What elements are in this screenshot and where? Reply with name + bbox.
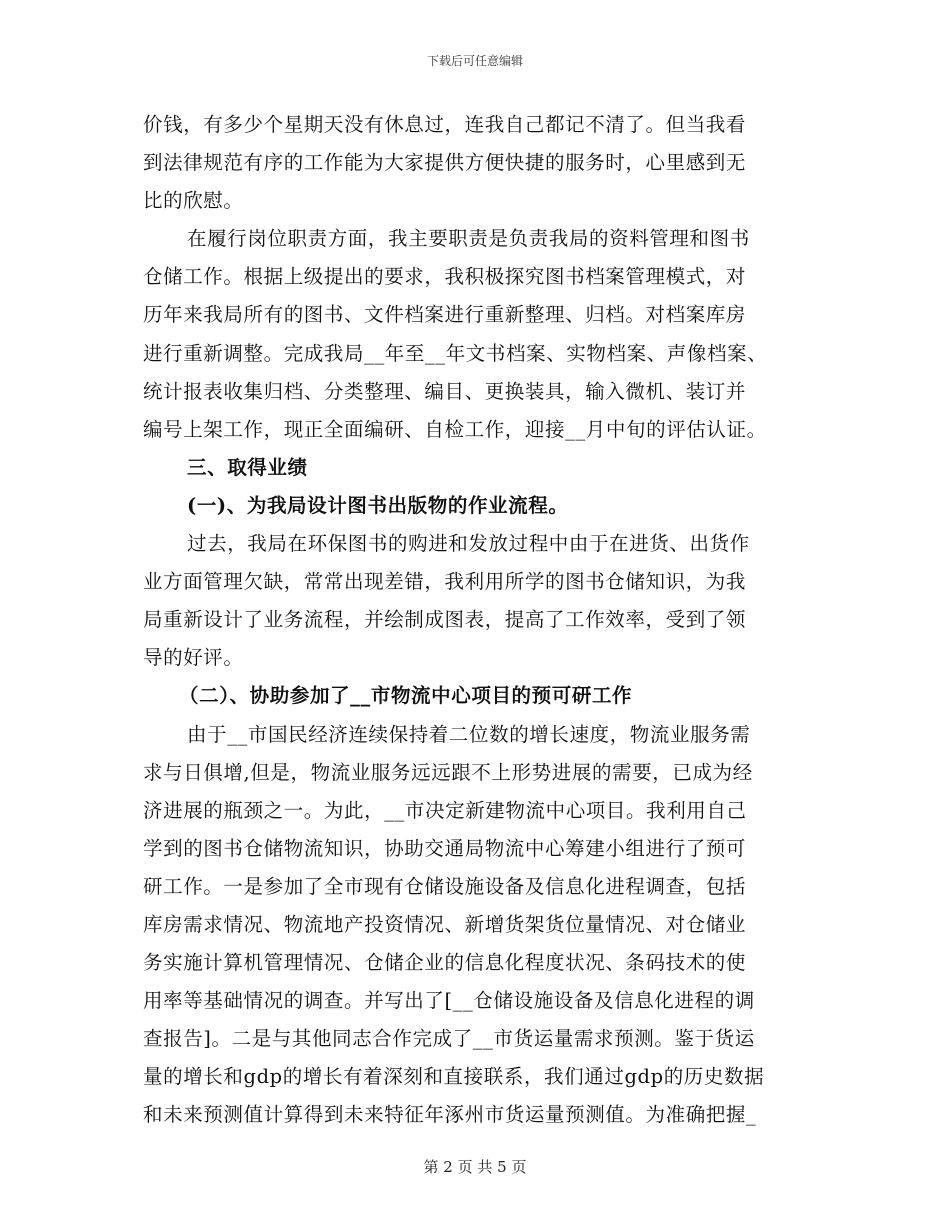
page-number: 第 2 页 共 5 页 (423, 1158, 527, 1176)
subsection-heading: （二）、协助参加了__市物流中心项目的预可研工作 (179, 684, 633, 708)
body-line: 过去，我局在环保图书的购进和发放过程中由于在进货、出货作 (187, 532, 750, 556)
body-line: 业方面管理欠缺，常常出现差错，我利用所学的图书仓储知识，为我 (143, 570, 747, 594)
body-line: 务实施计算机管理情况、仓储企业的信息化程度状况、条码技术的使 (143, 951, 747, 975)
body-line: 历年来我局所有的图书、文件档案进行重新整理、归档。对档案库房 (143, 303, 747, 327)
body-line: 仓储工作。根据上级提出的要求，我积极探究图书档案管理模式，对 (143, 265, 747, 289)
body-line: 求与日俱增,但是，物流业服务远远跟不上形势进展的需要，已成为经 (143, 760, 753, 784)
body-line: 价钱，有多少个星期天没有休息过，连我自己都记不清了。但当我看 (143, 113, 747, 136)
body-line: 在履行岗位职责方面，我主要职责是负责我局的资料管理和图书 (187, 227, 750, 251)
body-line: 由于__市国民经济连续保持着二位数的增长速度，物流业服务需 (187, 722, 751, 746)
subsection-heading: (一)、为我局设计图书出版物的作业流程。 (187, 493, 569, 517)
body-line: 用率等基础情况的调查。并写出了[__仓储设施设备及信息化进程的调 (143, 989, 755, 1013)
page-header-note: 下载后可任意编辑 (426, 54, 523, 68)
body-line: 到法律规范有序的工作能为大家提供方便快捷的服务时，心里感到无 (143, 151, 747, 175)
document-body (143, 106, 808, 1135)
section-heading: 三、取得业绩 (187, 455, 308, 479)
body-line: 编号上架工作，现正全面编研、自检工作，迎接__月中旬的评估认证。 (143, 417, 767, 441)
body-line: 库房需求情况、物流地产投资情况、新增货架货位量情况、对仓储业 (143, 912, 747, 936)
body-line: 查报告]。二是与其他同志合作完成了__市货运量需求预测。鉴于货运 (143, 1027, 755, 1051)
body-line: 进行重新调整。完成我局__年至__年文书档案、实物档案、声像档案、 (143, 341, 768, 365)
body-line: 学到的图书仓储物流知识，协助交通局物流中心筹建小组进行了预可 (143, 836, 747, 860)
body-line: 导的好评。 (143, 646, 244, 670)
body-line: 比的欣慰。 (143, 189, 244, 213)
body-line: 和未来预测值计算得到未来特征年涿州市货运量预测值。为准确把握_ (143, 1103, 757, 1127)
body-line: 研工作。一是参加了全市现有仓储设施设备及信息化进程调查，包括 (143, 874, 747, 898)
body-line: 济进展的瓶颈之一。为此，__市决定新建物流中心项目。我利用自己 (143, 798, 747, 822)
body-line: 量的增长和gdp的增长有着深刻和直接联系，我们通过gdp的历史数据 (143, 1065, 765, 1089)
body-line: 局重新设计了业务流程，并绘制成图表，提高了工作效率，受到了领 (143, 608, 747, 632)
body-line: 统计报表收集归档、分类整理、编目、更换装具，输入微机、装订并 (143, 379, 747, 403)
